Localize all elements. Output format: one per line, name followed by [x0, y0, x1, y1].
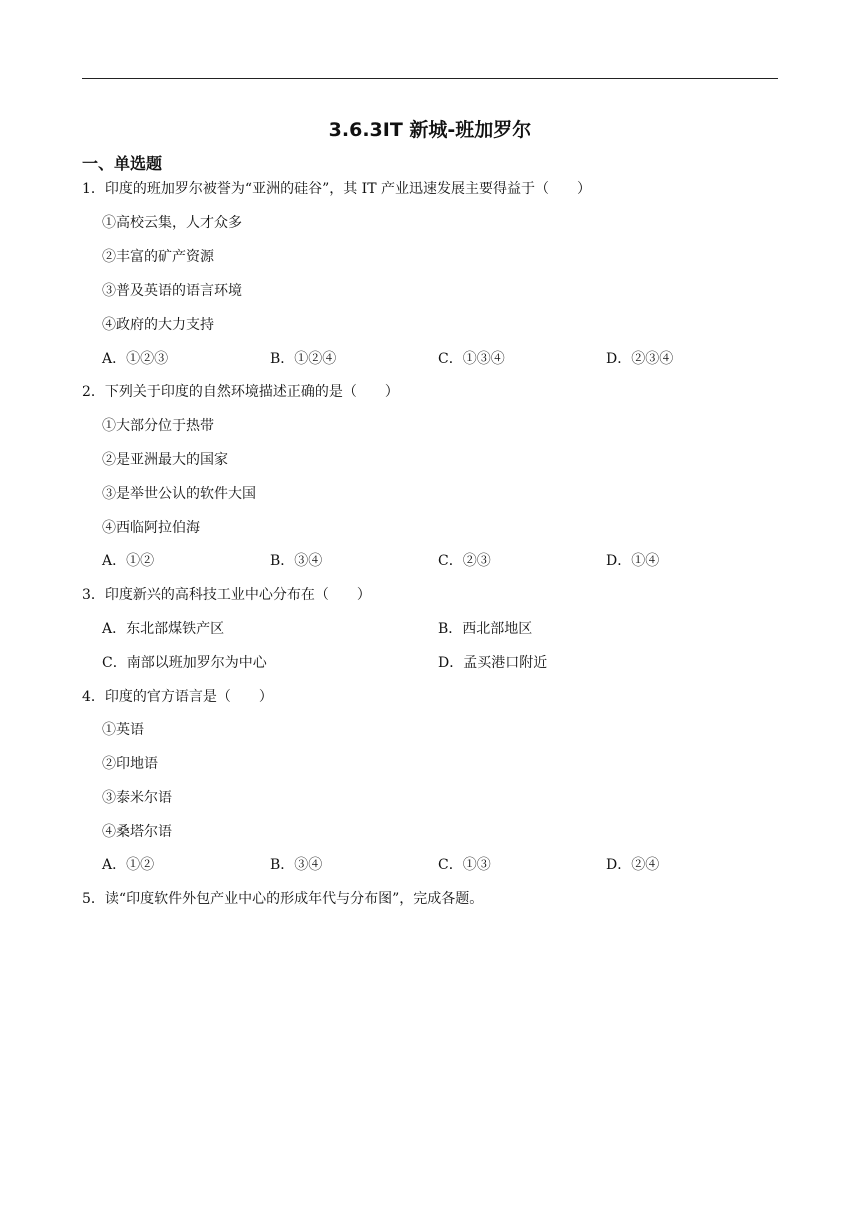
answer-choice-d[interactable]: D．②③④	[606, 351, 674, 367]
statement-item: ③普及英语的语言环境	[102, 283, 242, 299]
question-stem: 3．印度新兴的高科技工业中心分布在（ ）	[82, 587, 371, 603]
question-stem: 5．读“印度软件外包产业中心的形成年代与分布图”，完成各题。	[82, 891, 484, 907]
question-stem: 1．印度的班加罗尔被誉为“亚洲的硅谷”，其 IT 产业迅速发展主要得益于（ ）	[82, 181, 591, 197]
statement-item: ②丰富的矿产资源	[102, 249, 214, 265]
answer-choice-c[interactable]: C．①③	[438, 857, 491, 873]
answer-choice-b[interactable]: B．③④	[270, 857, 323, 873]
answer-choice-d[interactable]: D．孟买港口附近	[438, 655, 548, 671]
answer-choice-b[interactable]: B．③④	[270, 553, 323, 569]
statement-item: ②是亚洲最大的国家	[102, 452, 228, 468]
document-title: 3.6.3IT 新城-班加罗尔	[328, 119, 532, 141]
answer-choice-b[interactable]: B．①②④	[270, 351, 337, 367]
statement-item: ②印地语	[102, 756, 158, 772]
answer-choice-a[interactable]: A．①②	[102, 553, 155, 569]
answer-choice-d[interactable]: D．①④	[606, 553, 660, 569]
answer-choice-a[interactable]: A．东北部煤铁产区	[102, 621, 225, 637]
statement-item: ③泰米尔语	[102, 790, 172, 806]
header-rule	[82, 78, 778, 79]
section-heading: 一、单选题	[82, 154, 163, 173]
answer-choice-c[interactable]: C．②③	[438, 553, 491, 569]
answer-choice-c[interactable]: C．①③④	[438, 351, 505, 367]
answer-choice-a[interactable]: A．①②	[102, 857, 155, 873]
statement-item: ①大部分位于热带	[102, 418, 214, 434]
statement-item: ④桑塔尔语	[102, 824, 172, 840]
answer-choice-d[interactable]: D．②④	[606, 857, 660, 873]
question-stem: 4．印度的官方语言是（ ）	[82, 689, 273, 705]
statement-item: ①高校云集，人才众多	[102, 215, 242, 231]
answer-choice-c[interactable]: C．南部以班加罗尔为中心	[102, 655, 267, 671]
question-stem: 2．下列关于印度的自然环境描述正确的是（ ）	[82, 384, 399, 400]
statement-item: ③是举世公认的软件大国	[102, 486, 256, 502]
answer-choice-a[interactable]: A．①②③	[102, 351, 169, 367]
statement-item: ④西临阿拉伯海	[102, 520, 200, 536]
statement-item: ①英语	[102, 722, 144, 738]
statement-item: ④政府的大力支持	[102, 317, 214, 333]
answer-choice-b[interactable]: B．西北部地区	[438, 621, 533, 637]
